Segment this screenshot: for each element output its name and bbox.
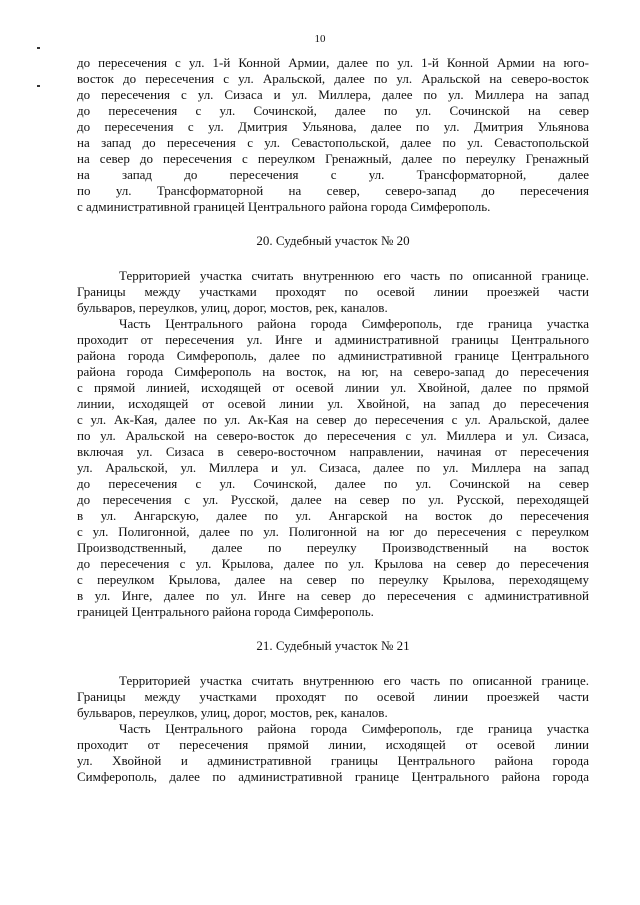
margin-mark <box>37 47 40 49</box>
text-line: бульваров, переулков, улиц, дорог, мостов, рек, каналов. <box>77 300 388 315</box>
text-line: с ул. Полигонной, далее по ул. Полигонной на юг до пересечения с переулком <box>77 524 589 539</box>
text-line: в ул. Ангарскую, далее по ул. Ангарской на восток до пересечения <box>77 508 589 523</box>
text-line: границей Центрального района города Симферополь. <box>77 604 374 619</box>
section-20-paragraph-1 <box>77 268 589 316</box>
text-line: на запад до пересечения с ул. Трансформаторной, далее <box>77 167 589 182</box>
text-line: по ул. Аральской на северо-восток до пересечения с ул. Миллера и ул. Сизаса, <box>77 428 589 443</box>
text-line: района города Симферополь, далее по административной границе Центрального <box>77 348 589 363</box>
text-line: линии, исходящей от осевой линии ул. Хвойной, на запад до пересечения <box>77 396 589 411</box>
text-line: Границы между участками проходят по осевой линии проезжей части <box>77 689 589 704</box>
text-line: Границы между участками проходят по осевой линии проезжей части <box>77 284 589 299</box>
text-line: Производственный, далее по переулку Производственный на восток <box>77 540 589 555</box>
text-line: проходит от пересечения прямой линии, исходящей от осевой линии <box>77 737 589 752</box>
page-number: 10 <box>314 33 326 45</box>
margin-mark <box>37 85 40 87</box>
text-line: с прямой линией, исходящей от осевой линии ул. Хвойной, далее по прямой <box>77 380 589 395</box>
text-line: ул. Хвойной и административной границы Центрального района города <box>77 753 589 768</box>
section-21-paragraph-1 <box>77 673 589 721</box>
document-body <box>77 55 589 785</box>
text-line: по ул. Трансформаторной на север, северо-запад до пересечения <box>77 183 589 198</box>
section-heading: 20. Судебный участок № 20 <box>256 233 410 248</box>
text-line: до пересечения с ул. Сочинской, далее по ул. Сочинской на север <box>77 103 589 118</box>
text-line: до пересечения с ул. Русской, далее на север по ул. Русской, переходящей <box>77 492 589 507</box>
intro-paragraph <box>77 55 589 215</box>
text-line: с административной границей Центрального района города Симферополь. <box>77 199 491 214</box>
text-line: проходит от пересечения ул. Инге и административной границы Центрального <box>77 332 589 347</box>
text-line: с переулком Крылова, далее на север по переулку Крылова, переходящему <box>77 572 589 587</box>
text-line: до пересечения с ул. Дмитрия Ульянова, далее по ул. Дмитрия Ульянова <box>77 119 589 134</box>
text-line: Часть Центрального района города Симферополь, где граница участка <box>119 316 589 331</box>
text-line: ул. Аральской, ул. Миллера и ул. Сизаса, далее по ул. Миллера на запад <box>77 460 589 475</box>
section-21-paragraph-2 <box>77 721 589 785</box>
text-line: бульваров, переулков, улиц, дорог, мостов, рек, каналов. <box>77 705 388 720</box>
text-line: до пересечения с ул. 1-й Конной Армии, далее по ул. 1-й Конной Армии на юго- <box>77 55 589 70</box>
text-line: восток до пересечения с ул. Аральской, далее по ул. Аральской на северо-восток <box>77 71 589 86</box>
text-line: Территорией участка считать внутреннюю его часть по описанной границе. <box>119 268 589 283</box>
text-line: Симферополь, далее по административной границе Центрального района города <box>77 769 589 784</box>
text-line: на север до пересечения с переулком Гренажный, далее по переулку Гренажный <box>77 151 589 166</box>
text-line: Часть Центрального района города Симферополь, где граница участка <box>119 721 589 736</box>
section-heading: 21. Судебный участок № 21 <box>256 638 410 653</box>
text-line: Территорией участка считать внутреннюю его часть по описанной границе. <box>119 673 589 688</box>
text-line: до пересечения с ул. Сизаса и ул. Миллера, далее по ул. Миллера на запад <box>77 87 589 102</box>
text-line: на запад до пересечения с ул. Севастопольской, далее по ул. Севастопольской <box>77 135 589 150</box>
text-line: включая ул. Сизаса в северо-восточном направлении, начиная от пересечения <box>77 444 589 459</box>
text-line: района города Симферополь на восток, на юг, на северо-запад до пересечения <box>77 364 589 379</box>
text-line: с ул. Ак-Кая, далее по ул. Ак-Кая на север до пересечения с ул. Аральской, далее <box>77 412 589 427</box>
text-line: до пересечения с ул. Крылова, далее по ул. Крылова на север до пересечения <box>77 556 589 571</box>
text-line: до пересечения с ул. Сочинской, далее по ул. Сочинской на север <box>77 476 589 491</box>
section-20-paragraph-2 <box>77 316 589 620</box>
text-line: в ул. Инге, далее по ул. Инге на север до пересечения с административной <box>77 588 589 603</box>
